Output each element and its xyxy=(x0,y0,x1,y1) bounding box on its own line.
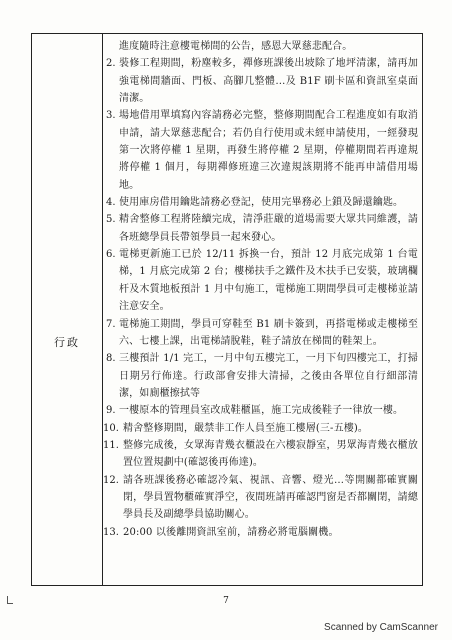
item-text: 整修完成後，女眾海青幾衣櫃設在六樓寂靜室，男眾海青幾衣櫃放置位置規劃中(確認後再佈達)。 xyxy=(123,439,418,469)
column-divider xyxy=(102,34,103,585)
item-number: 4. xyxy=(106,197,116,209)
item-text: 20:00 以後離開資訊室前，請務必將電腦關機。 xyxy=(123,526,339,538)
item-text: 三樓預計 1/1 完工，一月中旬五樓完工，一月下旬四樓完工，打掃日期另行佈達。行政部會安排大清掃，之後由各單位自行細部清潔，如廁櫃擦拭等 xyxy=(119,353,418,399)
item-text: 電梯更新施工已於 12/11 拆換一台，預計 12 月底完成第 1 台電梯，1 月底完成第 2 台；樓梯扶手之鐵件及木扶手已安裝，玻璃欄杆及木質地板預計 1 月中旬施工，電梯施工期間學員可走樓梯並請注意安全。 xyxy=(119,249,418,313)
list-item xyxy=(106,246,418,315)
item-text: 場地借用單填寫內容請務必完整，整修期間配合工程進度如有取消申請，請大眾慈悲配合；若仍自行使用或未經申請使用，一經發現第一次將停權 1 星期，再發生將停權 2 星期，停權期間若再違規將停權 1 個月，每期禪修班違三次違規該期將不能再申請借用場地。 xyxy=(119,110,418,191)
item-text: 電梯施工期間，學員可穿鞋至 B1 刷卡簽到，再搭電梯或走樓梯至六、七樓上課，出電梯請脫鞋，鞋子請放在梯間的鞋架上。 xyxy=(119,318,418,347)
scanner-watermark: Scanned by CamScanner xyxy=(324,622,438,633)
item-number: 2. xyxy=(106,58,116,70)
item-text: 一樓原本的管理員室改成鞋櫃區，施工完成後鞋子一律放一樓。 xyxy=(119,405,404,417)
corner-mark xyxy=(7,596,13,604)
list-item xyxy=(106,194,418,211)
list-item xyxy=(106,316,418,351)
list-item xyxy=(106,107,418,194)
item-text: 裝修工程期間，粉塵較多，禪修班課後出坡除了地坪清潔，請再加強電梯間牆面、門板、高腳几整體…及 B1F 刷卡區和資訊室桌面清潔。 xyxy=(119,58,418,105)
item-number: 10. xyxy=(103,422,119,434)
list-item xyxy=(103,437,418,472)
item-list xyxy=(103,38,418,541)
item-number: 9. xyxy=(106,405,116,417)
item-number: 6. xyxy=(106,249,116,261)
list-item xyxy=(103,472,418,524)
item-text: 精舍整修期間，嚴禁非工作人員至施工樓層(三-五樓)。 xyxy=(123,422,369,434)
item-text: 使用庫房借用鑰匙請務必登記，使用完畢務必上鎖及歸還鑰匙。 xyxy=(119,197,404,209)
item-text: 精舍整修工程將陸續完成，清淨莊嚴的道場需要大眾共同維護，請各班總學員長帶領學員一起來發心。 xyxy=(119,214,418,243)
list-item xyxy=(106,38,418,55)
list-item xyxy=(106,211,418,246)
item-text: 請各班課後務必確認冷氣、視訊、音響、燈光…等開關都確實關閉，學員置物櫃確實淨空，夜間班請再確認門窗是否都關閉，請總學員長及副總學員協助關心。 xyxy=(123,474,418,521)
list-item xyxy=(103,524,418,541)
list-item xyxy=(106,55,418,107)
item-number: 5. xyxy=(106,214,116,226)
list-item xyxy=(103,420,418,437)
section-label: 行政 xyxy=(54,336,80,349)
list-item xyxy=(106,350,418,402)
item-number: 8. xyxy=(106,353,116,365)
item-text: 進度隨時注意樓電梯間的公告，感恩大眾慈悲配合。 xyxy=(119,41,353,52)
page-number: 7 xyxy=(223,596,229,606)
list-item xyxy=(106,402,418,419)
content-table xyxy=(31,33,423,586)
item-number: 11. xyxy=(103,439,119,451)
item-number: 7. xyxy=(106,318,116,330)
item-number: 13. xyxy=(103,526,119,538)
item-number: 12. xyxy=(103,474,119,486)
item-number: 3. xyxy=(106,110,116,122)
